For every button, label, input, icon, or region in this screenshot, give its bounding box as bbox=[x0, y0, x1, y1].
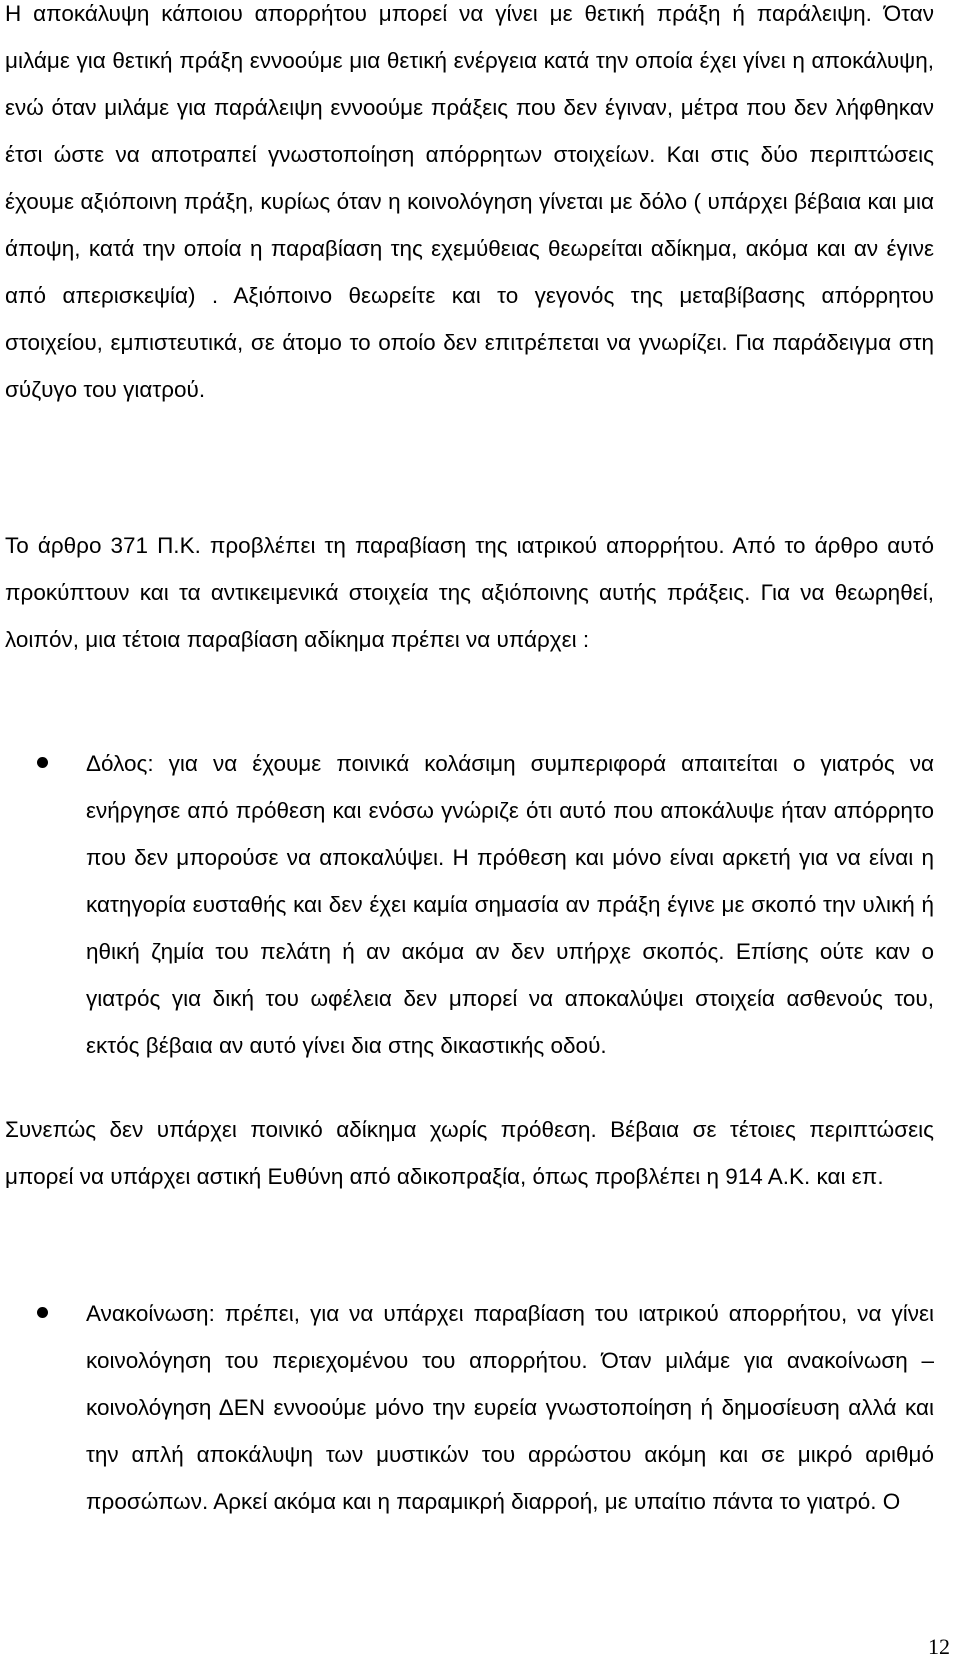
bullet-icon bbox=[37, 757, 48, 768]
paragraph-article-371: Το άρθρο 371 Π.Κ. προβλέπει τη παραβίαση της ιατρικού απορρήτου. Από το άρθρο αυτό προκύπτουν και τα αντικειμενικά στοιχεία της αξιόποινης αυτής πράξεις. Για να θεωρηθεί, λοιπόν, μια τέτοια παραβίαση αδίκημα πρέπει να υπάρχει : bbox=[5, 533, 934, 652]
bullet-icon bbox=[37, 1307, 48, 1318]
page-number: 12 bbox=[928, 1634, 950, 1659]
paragraph-civil-liability: Συνεπώς δεν υπάρχει ποινικό αδίκημα χωρίς πρόθεση. Βέβαια σε τέτοιες περιπτώσεις μπορεί να υπάρχει αστική Ευθύνη από αδικοπραξία, όπως προβλέπει η 914 Α.Κ. και επ. bbox=[5, 1117, 934, 1189]
list-item-text: Ανακοίνωση: πρέπει, για να υπάρχει παραβίαση του ιατρικού απορρήτου, να γίνει κοινολόγηση του περιεχομένου του απορρήτου. Όταν μιλάμε για ανακοίνωση – κοινολόγηση ΔΕΝ εννοούμε μόνο την ευρεία γνωστοποίηση ή δημοσίευση αλλά και την απλή αποκάλυψη των μυστικών του αρρώστου ακόμη και σε μικρό αριθμό προσώπων. Αρκεί ακόμα και η παραμικρή διαρροή, με υπαίτιο πάντα το γιατρό. Ο bbox=[86, 1301, 934, 1514]
paragraph-disclosure: Η αποκάλυψη κάποιου απορρήτου μπορεί να γίνει με θετική πράξη ή παράλειψη. Όταν μιλάμε για θετική πράξη εννοούμε μια θετική ενέργεια κατά την οποία έχει γίνει η αποκάλυψη, ενώ όταν μιλάμε για παράλειψη εννοούμε πράξεις που δεν έγιναν, μέτρα που δεν λήφθηκαν έτσι ώστε να αποτραπεί γνωστοποίηση απόρρητων στοιχείων. Και στις δύο περιπτώσεις έχουμε αξιόποινη πράξη, κυρίως όταν η κοινολόγηση γίνεται με δόλο ( υπάρχει βέβαια και μια άποψη, κατά την οποία η παραβίαση της εχεμύθειας θεωρείται αδίκημα, ακόμα και αν έγινε από απερισκεψία) . Αξιόποινο θεωρείτε και το γεγονός της μεταβίβασης απόρρητου στοιχείου, εμπιστευτικά, σε άτομο το οποίο δεν επιτρέπεται να γνωρίζει. Για παράδειγμα στη σύζυγο του γιατρού. bbox=[5, 1, 934, 402]
list-item-text: Δόλος: για να έχουμε ποινικά κολάσιμη συμπεριφορά απαιτείται ο γιατρός να ενήργησε από πρόθεση και ενόσω γνώριζε ότι αυτό που αποκάλυψε ήταν απόρρητο που δεν μπορούσε να αποκαλύψει. Η πρόθεση και μόνο είναι αρκετή για να είναι η κατηγορία ευσταθής και δεν έχει καμία σημασία αν πράξη έγινε με σκοπό την υλική ή ηθική ζημία του πελάτη ή αν ακόμα αν δεν υπήρχε σκοπός. Επίσης ούτε καν ο γιατρός για δική του ωφέλεια δεν μπορεί να αποκαλύψει στοιχεία ασθενούς του, εκτός βέβαια αν αυτό γίνει δια στης δικαστικής οδού. bbox=[86, 751, 934, 1058]
